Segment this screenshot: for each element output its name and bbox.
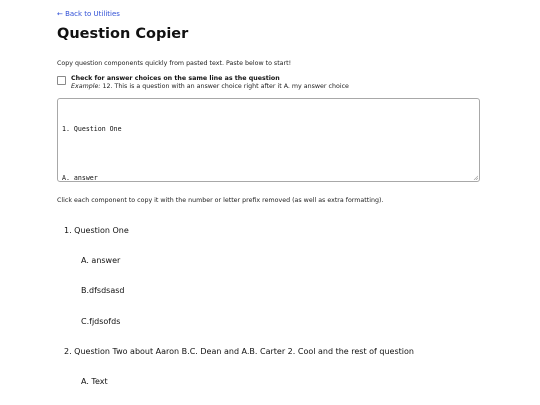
option-example	[71, 83, 349, 91]
page-title: Question Copier	[57, 26, 189, 42]
paste-textarea[interactable]	[57, 98, 480, 182]
textarea-line: A. answer	[62, 173, 98, 182]
resize-handle-icon[interactable]	[473, 175, 478, 180]
copy-component-answer[interactable]: B.dfsdsasd	[81, 286, 125, 295]
textarea-line: 1. Question One	[62, 124, 122, 133]
copy-component-question[interactable]: 1. Question One	[64, 226, 129, 235]
copy-component-answer[interactable]: C.fjdsofds	[81, 317, 121, 326]
copy-component-answer[interactable]: A. Text	[81, 377, 108, 386]
option-label: Check for answer choices on the same line as the question	[71, 75, 280, 82]
same-line-checkbox[interactable]	[57, 76, 66, 85]
copy-component-answer[interactable]: A. answer	[81, 256, 121, 265]
example-text: 12. This is a question with an answer choice right after it A. my answer choice	[100, 83, 349, 90]
intro-text: Copy question components quickly from pasted text. Paste below to start!	[57, 60, 292, 67]
instruction-text: Click each component to copy it with the number or letter prefix removed (as well as extra formatting).	[57, 197, 384, 204]
copy-component-question[interactable]: 2. Question Two about Aaron B.C. Dean and A.B. Carter 2. Cool and the rest of question	[64, 347, 414, 356]
example-prefix: Example:	[71, 83, 101, 90]
back-to-utilities-link[interactable]: ← Back to Utilities	[57, 10, 120, 18]
same-line-option[interactable]	[57, 75, 349, 91]
option-text	[71, 75, 349, 91]
